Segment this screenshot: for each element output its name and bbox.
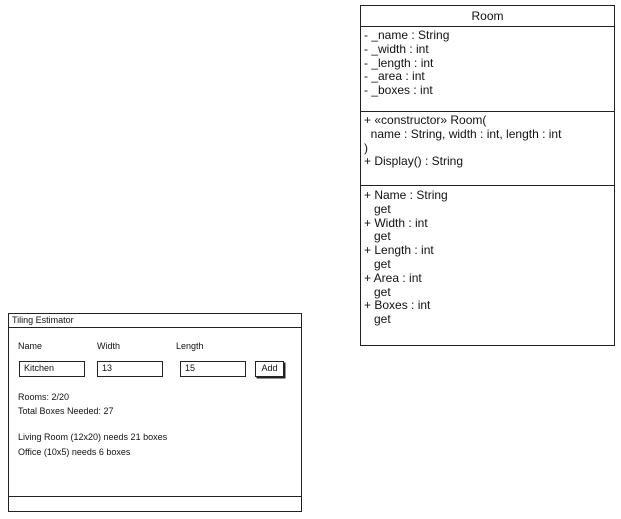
name-input[interactable]: Kitchen bbox=[19, 361, 85, 377]
uml-property-accessor: get bbox=[364, 229, 391, 244]
uml-properties-section bbox=[361, 186, 614, 327]
rooms-count: Rooms: 2/20 bbox=[18, 392, 70, 402]
uml-property-accessor: get bbox=[364, 201, 391, 216]
uml-property: + Width : int bbox=[364, 215, 428, 230]
total-boxes: Total Boxes Needed: 27 bbox=[18, 406, 114, 416]
uml-operation: ) bbox=[364, 140, 368, 155]
room-entry: Living Room (12x20) needs 21 boxes bbox=[18, 432, 168, 442]
uml-attribute: - _boxes : int bbox=[364, 83, 433, 98]
uml-attribute: - _name : String bbox=[364, 28, 450, 42]
width-input[interactable]: 13 bbox=[97, 361, 163, 377]
uml-attribute: - _length : int bbox=[364, 55, 434, 70]
uml-attribute: - _area : int bbox=[364, 69, 425, 84]
uml-property: + Area : int bbox=[364, 270, 422, 285]
uml-property-accessor: get bbox=[364, 284, 391, 299]
uml-property: + Name : String bbox=[364, 188, 448, 202]
uml-property-accessor: get bbox=[364, 312, 391, 327]
length-label: Length bbox=[176, 341, 204, 351]
uml-property: + Boxes : int bbox=[364, 298, 431, 313]
uml-attribute: - _width : int bbox=[364, 41, 429, 56]
tiling-estimator-window bbox=[8, 313, 302, 512]
width-label: Width bbox=[97, 341, 121, 351]
uml-class-room bbox=[360, 5, 615, 346]
uml-attributes-section bbox=[361, 27, 614, 112]
uml-operation: name : String, width : int, length : int bbox=[364, 126, 562, 141]
room-entry: Office (10x5) needs 6 boxes bbox=[18, 447, 131, 457]
uml-property: + Length : int bbox=[364, 243, 434, 258]
uml-operation: + «constructor» Room( bbox=[364, 113, 487, 127]
window-status-bar bbox=[9, 496, 301, 511]
uml-property-accessor: get bbox=[364, 256, 391, 271]
window-title: Tiling Estimator bbox=[9, 314, 301, 328]
uml-class-name: Room bbox=[361, 6, 614, 27]
add-button[interactable]: Add bbox=[255, 361, 284, 377]
length-input[interactable]: 15 bbox=[180, 361, 246, 377]
uml-operations-section bbox=[361, 112, 614, 186]
uml-operation: + Display() : String bbox=[364, 154, 464, 169]
name-label: Name bbox=[18, 341, 43, 351]
